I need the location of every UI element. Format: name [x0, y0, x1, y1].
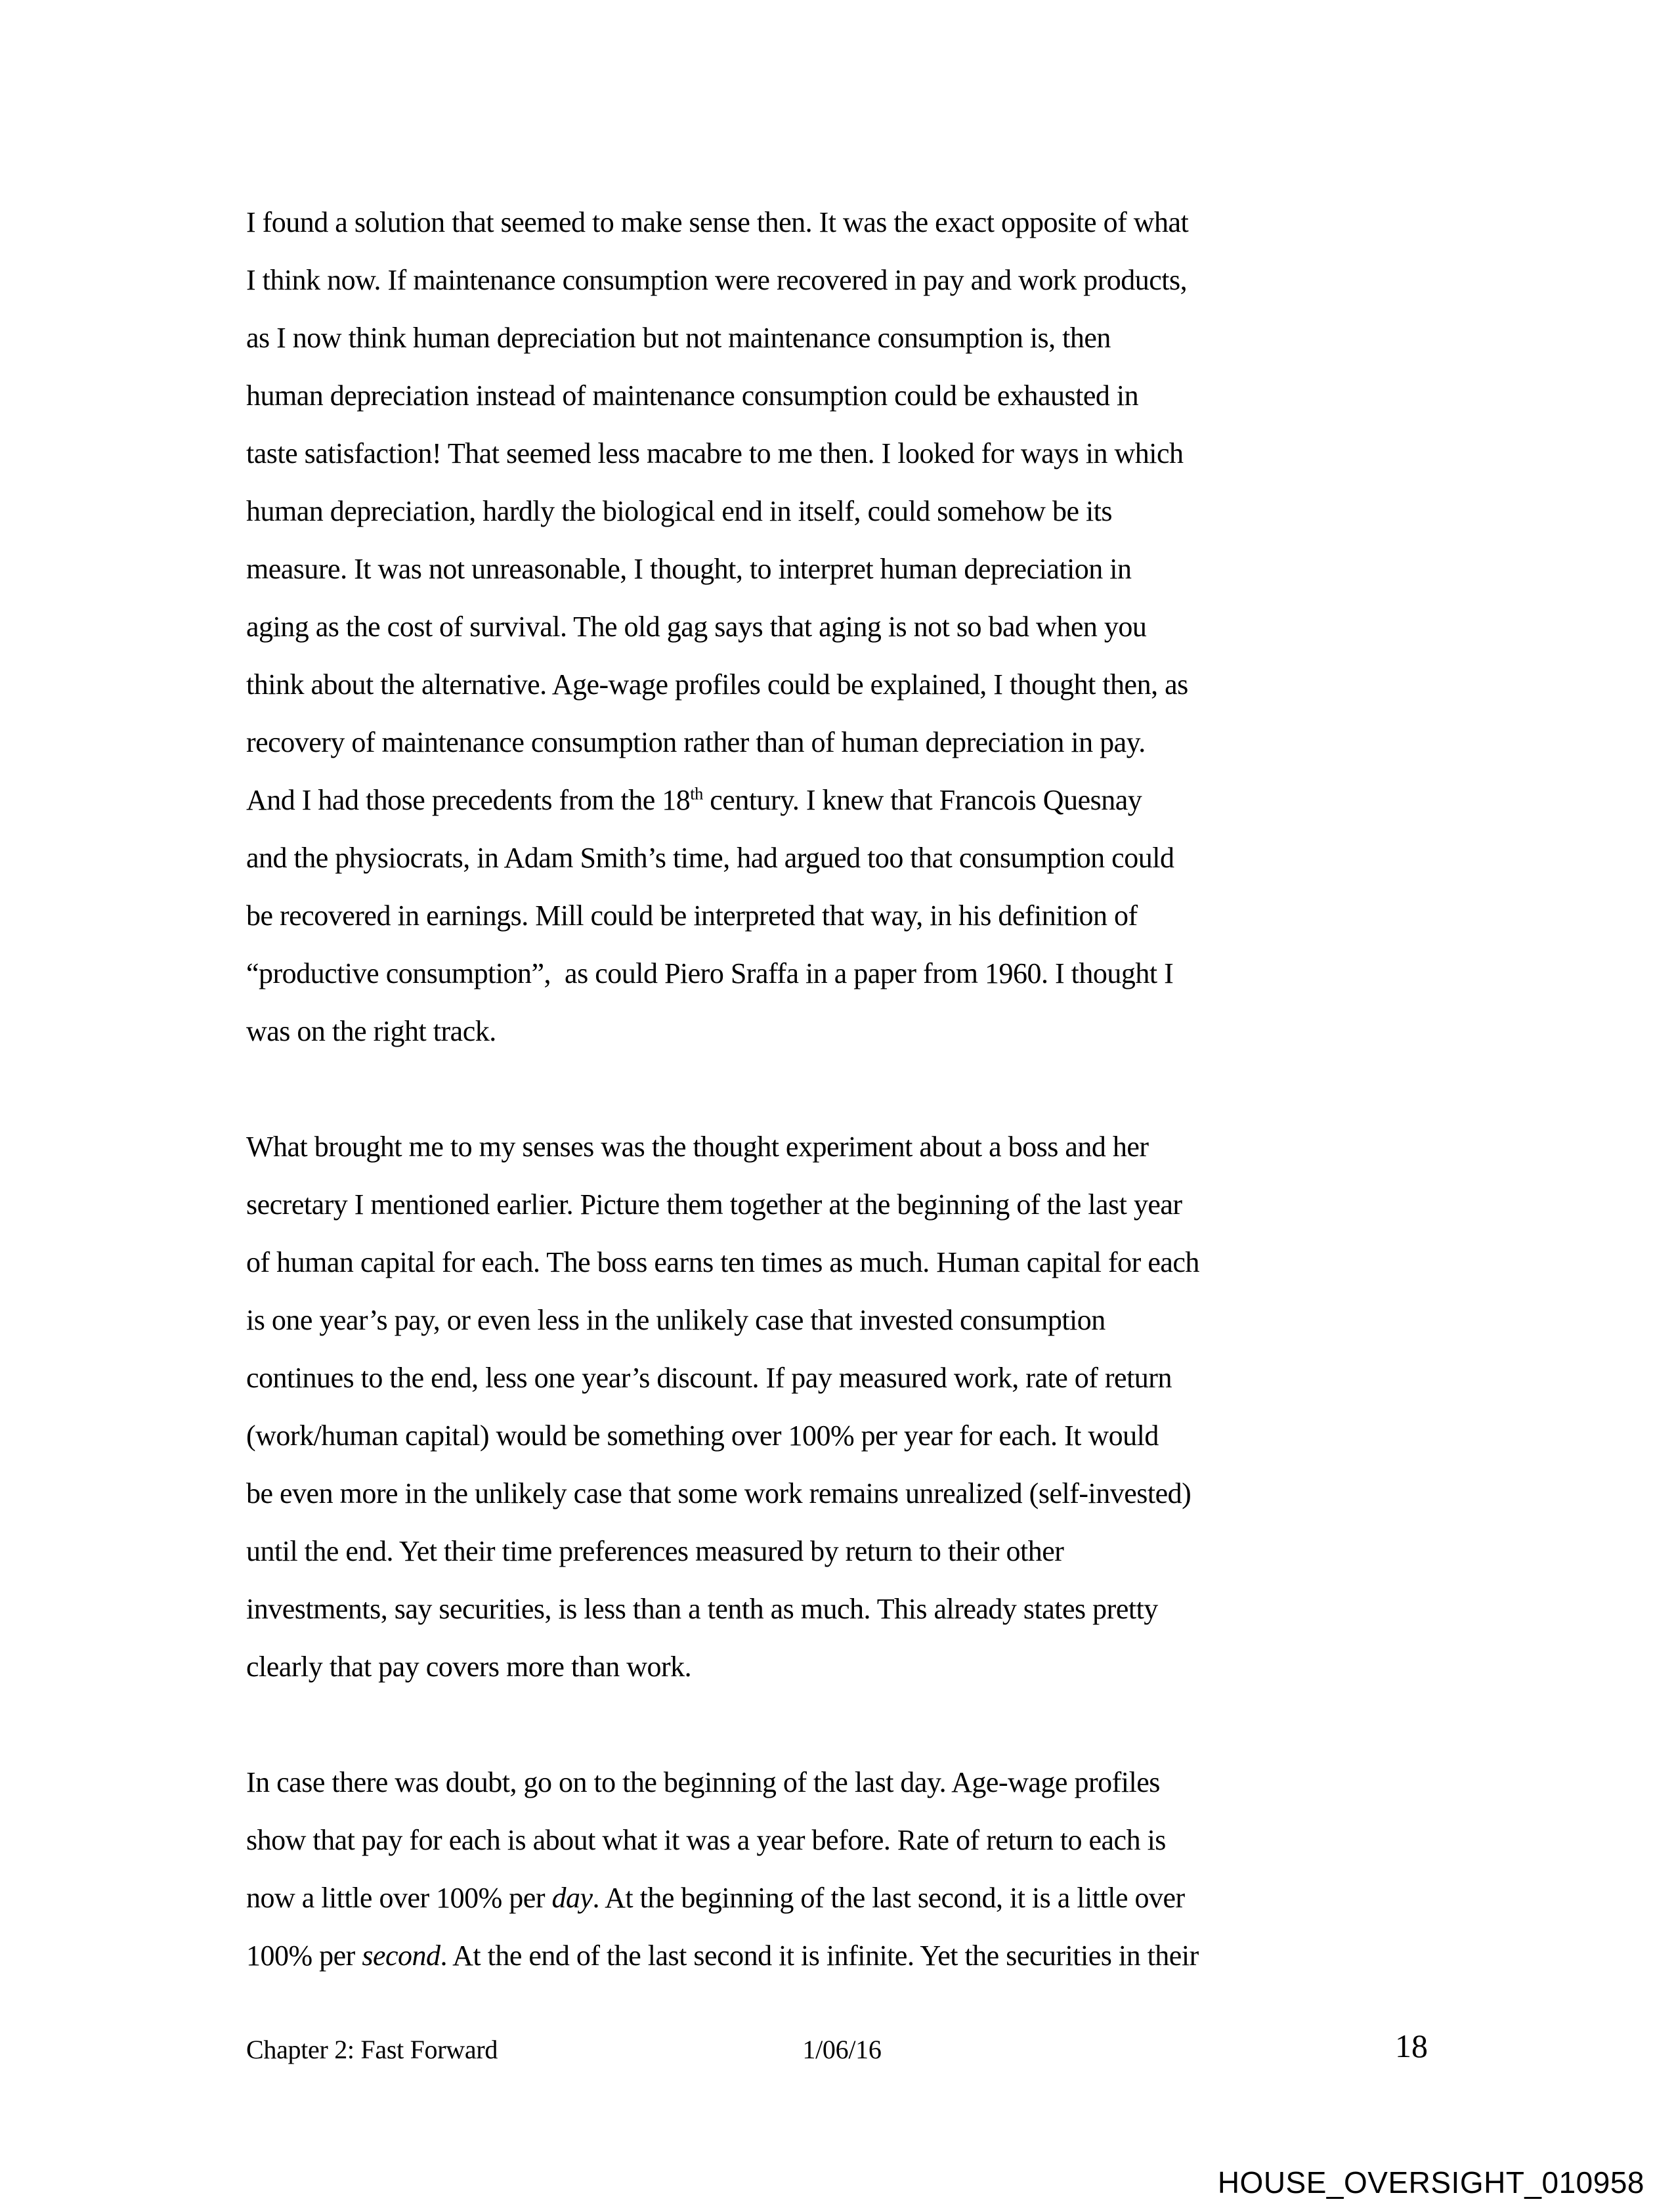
text-line: be even more in the unlikely case that some work remains unrealized (self-invested) [246, 1477, 1191, 1509]
text-line: continues to the end, less one year’s discount. If pay measured work, rate of return [246, 1362, 1172, 1394]
text-line: What brought me to my senses was the thought experiment about a boss and her [246, 1131, 1149, 1163]
text-line: now a little over 100% per day. At the beginning of the last second, it is a little over [246, 1882, 1185, 1914]
footer-date: 1/06/16 [802, 2035, 882, 2064]
text-line: show that pay for each is about what it was a year before. Rate of return to each is [246, 1824, 1166, 1856]
text-line: investments, say securities, is less than a tenth as much. This already states pretty [246, 1593, 1158, 1625]
text-line: recovery of maintenance consumption rather than of human depreciation in pay. [246, 726, 1146, 758]
paragraph [246, 1118, 1438, 1696]
footer-page-number: 18 [1395, 2028, 1428, 2064]
text-line: In case there was doubt, go on to the beginning of the last day. Age-wage profiles [246, 1766, 1160, 1798]
bates-stamp: HOUSE_OVERSIGHT_010958 [1217, 2165, 1644, 2200]
text-line: until the end. Yet their time preferences measured by return to their other [246, 1535, 1064, 1567]
text-line: I found a solution that seemed to make sense then. It was the exact opposite of what [246, 206, 1189, 238]
text-line: human depreciation, hardly the biological end in itself, could somehow be its [246, 495, 1113, 527]
text-line: be recovered in earnings. Mill could be interpreted that way, in his definition of [246, 900, 1138, 932]
text-line: clearly that pay covers more than work. [246, 1651, 692, 1683]
text-line: of human capital for each. The boss earns ten times as much. Human capital for each [246, 1246, 1199, 1278]
footer-chapter-label: Chapter 2: Fast Forward [246, 2035, 498, 2064]
text-line: aging as the cost of survival. The old gag says that aging is not so bad when you [246, 611, 1147, 643]
text-line: 100% per second. At the end of the last second it is infinite. Yet the securities in their [246, 1940, 1199, 1972]
text-line: think about the alternative. Age-wage profiles could be explained, I thought then, as [246, 668, 1188, 701]
paragraph [246, 194, 1438, 1060]
text-line: was on the right track. [246, 1015, 496, 1047]
text-line: secretary I mentioned earlier. Picture them together at the beginning of the last year [246, 1188, 1182, 1221]
text-line: (work/human capital) would be something over 100% per year for each. It would [246, 1420, 1159, 1452]
text-line: human depreciation instead of maintenance consumption could be exhausted in [246, 380, 1139, 412]
text-line: And I had those precedents from the 18th century. I knew that Francois Quesnay [246, 783, 1142, 816]
text-line: I think now. If maintenance consumption were recovered in pay and work products, [246, 264, 1188, 296]
text-line: taste satisfaction! That seemed less macabre to me then. I looked for ways in which [246, 437, 1184, 469]
text-line: and the physiocrats, in Adam Smith’s time, had argued too that consumption could [246, 842, 1174, 874]
text-line: as I now think human depreciation but not maintenance consumption is, then [246, 322, 1111, 354]
text-line: “productive consumption”, as could Piero Sraffa in a paper from 1960. I thought I [246, 957, 1174, 989]
paragraph [246, 1754, 1438, 1985]
text-line: measure. It was not unreasonable, I thought, to interpret human depreciation in [246, 553, 1132, 585]
document-body [246, 194, 1438, 1985]
text-line: is one year’s pay, or even less in the unlikely case that invested consumption [246, 1304, 1105, 1336]
